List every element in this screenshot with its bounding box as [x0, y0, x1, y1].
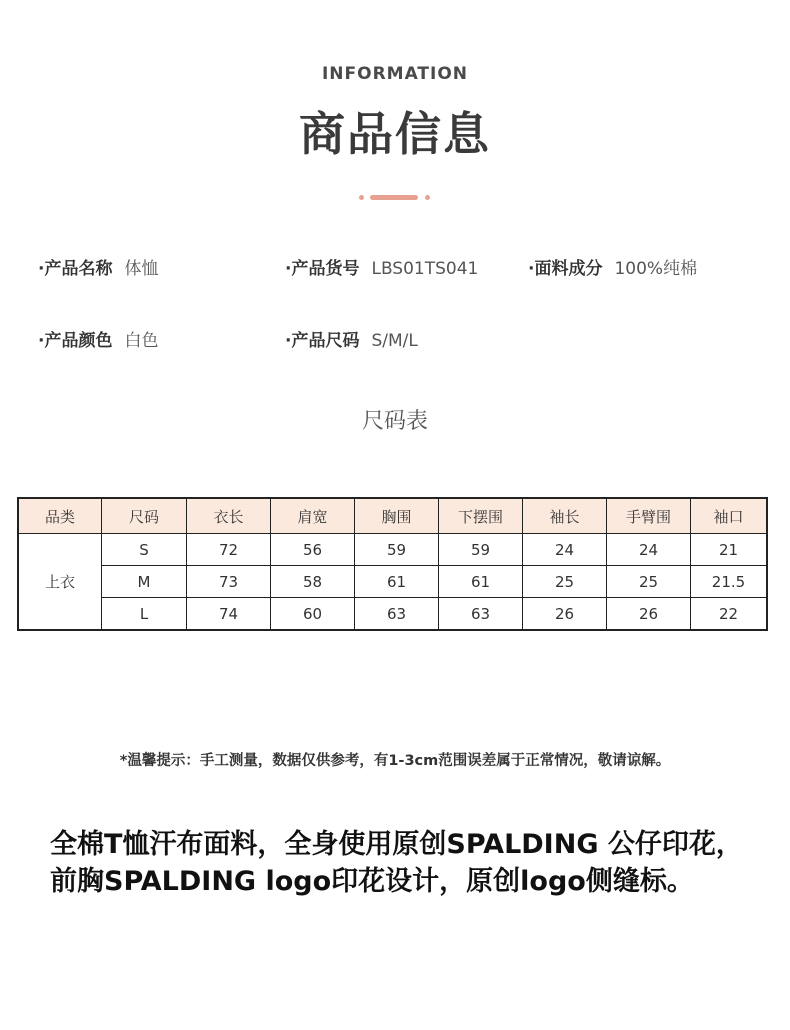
category-cell: 上衣: [18, 534, 102, 631]
column-header: 肩宽: [271, 498, 355, 534]
spec-value: 白色: [124, 331, 159, 351]
table-cell: L: [102, 598, 187, 631]
table-header-row: [18, 498, 767, 534]
table-cell: 73: [187, 566, 271, 598]
table-cell: 24: [523, 534, 607, 566]
spec-label: ·产品颜色: [38, 331, 113, 351]
table-cell: 63: [439, 598, 523, 631]
table-row: [18, 598, 767, 631]
table-cell: 63: [355, 598, 439, 631]
column-header: 衣长: [187, 498, 271, 534]
table-cell: 56: [271, 534, 355, 566]
table-cell: 59: [439, 534, 523, 566]
table-row: [18, 566, 767, 598]
spec-value: 100%纯棉: [614, 259, 698, 279]
table-cell: 60: [271, 598, 355, 631]
divider-dot-left: [359, 195, 364, 200]
section-subtitle: INFORMATION: [321, 64, 469, 84]
table-cell: 25: [607, 566, 691, 598]
table-row: [18, 534, 767, 566]
measurement-note: *温馨提示：手工测量，数据仅供参考，有1-3cm范围误差属于正常情况，敬请谅解。: [119, 753, 671, 769]
table-cell: 25: [523, 566, 607, 598]
spec-label: ·产品尺码: [285, 331, 360, 351]
table-cell: 59: [355, 534, 439, 566]
spec-label: ·面料成分: [528, 259, 603, 279]
table-cell: 61: [355, 566, 439, 598]
table-cell: 74: [187, 598, 271, 631]
column-header: 尺码: [102, 498, 187, 534]
table-cell: 26: [523, 598, 607, 631]
product-description: 全棉T恤汗布面料，全身使用原创SPALDING 公仔印花，前胸SPALDING logo印花设计，原创logo侧缝标。: [50, 829, 743, 897]
column-header: 袖口: [691, 498, 768, 534]
table-cell: S: [102, 534, 187, 566]
size-chart-table: [17, 497, 768, 631]
table-cell: 21.5: [691, 566, 768, 598]
spec-label: ·产品名称: [38, 259, 113, 279]
page-title: 商品信息: [299, 107, 491, 161]
spec-value: LBS01TS041: [371, 259, 479, 279]
spec-size: [285, 326, 418, 351]
table-cell: 21: [691, 534, 768, 566]
spec-color: [38, 326, 158, 351]
table-cell: 24: [607, 534, 691, 566]
spec-value: 体恤: [124, 259, 159, 279]
title-divider: [0, 193, 790, 201]
table-cell: 22: [691, 598, 768, 631]
column-header: 胸围: [355, 498, 439, 534]
column-header: 袖长: [523, 498, 607, 534]
table-cell: 61: [439, 566, 523, 598]
spec-product-sku: [285, 254, 478, 279]
spec-product-name: [38, 254, 158, 279]
divider-dot-right: [425, 195, 430, 200]
column-header: 下摆围: [439, 498, 523, 534]
table-cell: 58: [271, 566, 355, 598]
divider-bar: [370, 195, 418, 200]
table-cell: 26: [607, 598, 691, 631]
table-cell: M: [102, 566, 187, 598]
spec-value: S/M/L: [371, 331, 418, 351]
spec-label: ·产品货号: [285, 259, 360, 279]
column-header: 手臂围: [607, 498, 691, 534]
column-header: 品类: [18, 498, 102, 534]
spec-fabric: [528, 254, 697, 279]
table-cell: 72: [187, 534, 271, 566]
size-chart-title: 尺码表: [361, 409, 428, 434]
